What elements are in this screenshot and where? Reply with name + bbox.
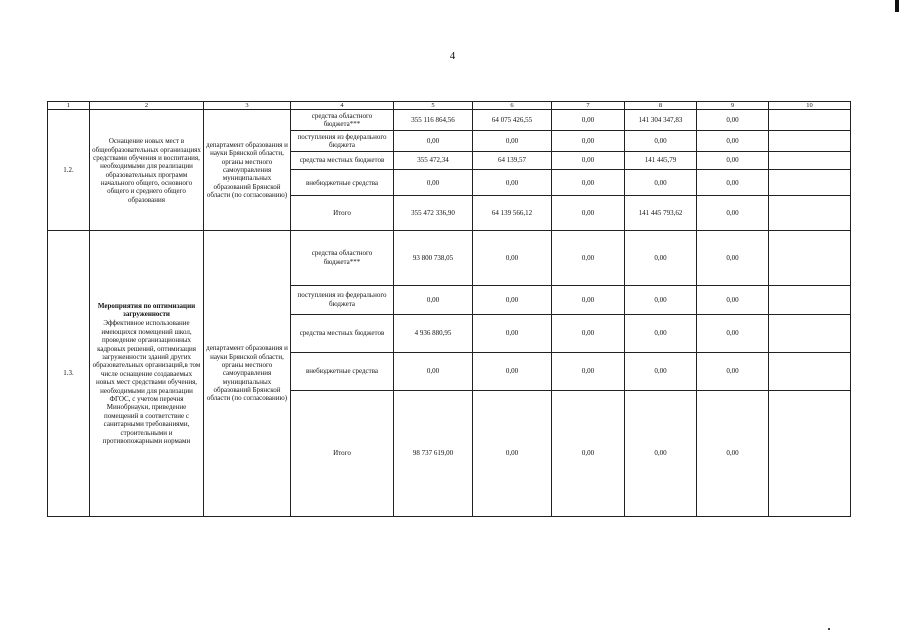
value-cell-col9: 0,00 [697,352,769,390]
table-row [48,231,851,286]
section-description: Оснащение новых мест в общеобразовательных организациях средствами обучения и воспитания, необходимыми для реализации образовательных программ начального общего, основного общего и среднего общего образования [92,137,201,204]
value-cell-col5: 0,00 [394,285,473,314]
value-cell-col6: 0,00 [473,131,552,152]
header-cell: 4 [291,102,394,110]
scan-edge-mark [895,0,899,12]
budget-table [47,101,851,517]
value-cell-col9: 0,00 [697,196,769,231]
scan-dust-mark [828,628,830,630]
value-cell-col8: 141 445 793,62 [625,196,697,231]
value-cell-col9: 0,00 [697,315,769,353]
value-cell-col6: 0,00 [473,390,552,516]
value-cell-col5: 355 472 336,90 [394,196,473,231]
header-cell: 6 [473,102,552,110]
funding-source-cell: внебюджетные средства [291,170,394,196]
value-cell-col6: 64 139,57 [473,152,552,170]
funding-source-cell: внебюджетные средства [291,352,394,390]
value-cell-col10 [769,152,851,170]
value-cell-col6: 0,00 [473,170,552,196]
value-cell-col5: 0,00 [394,352,473,390]
value-cell-col8: 0,00 [625,315,697,353]
value-cell-col8: 0,00 [625,231,697,286]
value-cell-col5: 355 472,34 [394,152,473,170]
value-cell-col7: 0,00 [552,390,625,516]
value-cell-col10 [769,170,851,196]
value-cell-col7: 0,00 [552,131,625,152]
value-cell-col8: 0,00 [625,285,697,314]
section-index: 1.3. [48,231,90,517]
value-cell-col6: 64 075 426,55 [473,110,552,131]
value-cell-col8: 0,00 [625,131,697,152]
value-cell-col10 [769,315,851,353]
section-executor: департамент образования и науки Брянской области, органы местного самоуправления муниципальных образований Брянской области (по согласованию) [204,110,291,231]
value-cell-col10 [769,110,851,131]
header-cell: 8 [625,102,697,110]
header-cell: 7 [552,102,625,110]
value-cell-col6: 64 139 566,12 [473,196,552,231]
value-cell-col10 [769,285,851,314]
funding-source-cell: поступления из федерального бюджета [291,285,394,314]
value-cell-col8: 141 445,79 [625,152,697,170]
funding-source-cell: средства областного бюджета*** [291,110,394,131]
funding-source-cell: средства областного бюджета*** [291,231,394,286]
value-cell-col10 [769,352,851,390]
value-cell-col5: 0,00 [394,170,473,196]
funding-source-cell: Итого [291,390,394,516]
value-cell-col10 [769,231,851,286]
value-cell-col6: 0,00 [473,352,552,390]
section-description-cell [90,110,204,231]
value-cell-col7: 0,00 [552,285,625,314]
funding-source-cell: поступления из федерального бюджета [291,131,394,152]
value-cell-col9: 0,00 [697,110,769,131]
value-cell-col7: 0,00 [552,352,625,390]
header-cell: 10 [769,102,851,110]
section-description-title: Мероприятия по оптимизации загруженности [97,301,196,319]
value-cell-col8: 0,00 [625,390,697,516]
value-cell-col8: 0,00 [625,170,697,196]
value-cell-col8: 141 304 347,83 [625,110,697,131]
section-index: 1.2. [48,110,90,231]
table-row [48,110,851,131]
value-cell-col8: 0,00 [625,352,697,390]
value-cell-col5: 98 737 619,00 [394,390,473,516]
value-cell-col7: 0,00 [552,196,625,231]
funding-source-cell: средства местных бюджетов [291,315,394,353]
header-cell: 1 [48,102,90,110]
value-cell-col7: 0,00 [552,152,625,170]
value-cell-col6: 0,00 [473,285,552,314]
value-cell-col7: 0,00 [552,170,625,196]
section-description-cell [90,231,204,517]
value-cell-col7: 0,00 [552,315,625,353]
page-number: 4 [449,50,456,62]
header-cell: 5 [394,102,473,110]
value-cell-col9: 0,00 [697,170,769,196]
funding-source-cell: средства местных бюджетов [291,152,394,170]
value-cell-col7: 0,00 [552,231,625,286]
funding-source-cell: Итого [291,196,394,231]
value-cell-col7: 0,00 [552,110,625,131]
value-cell-col5: 355 116 864,56 [394,110,473,131]
value-cell-col10 [769,131,851,152]
value-cell-col5: 0,00 [394,131,473,152]
header-cell: 3 [204,102,291,110]
value-cell-col9: 0,00 [697,285,769,314]
header-cell: 9 [697,102,769,110]
value-cell-col10 [769,390,851,516]
value-cell-col6: 0,00 [473,315,552,353]
section-description: Эффективное использование имеющихся помещений школ, проведение организационных кадровых решений, оптимизация загруженности зданий других образовательных организаций,в том числе оснащение создаваемых новых мест средствами обучения, необходимыми для реализации ФГОС, с учетом перечня Минобрнауки, приведение помещений в соответствие с санитарными требованиями, строительными и противопожарными нормами [92,319,201,445]
value-cell-col9: 0,00 [697,152,769,170]
section-executor: департамент образования и науки Брянской области, органы местного самоуправления муниципальных образований Брянской области (по согласованию) [204,231,291,517]
value-cell-col10 [769,196,851,231]
value-cell-col9: 0,00 [697,390,769,516]
header-row [48,102,851,110]
value-cell-col5: 4 936 880,95 [394,315,473,353]
value-cell-col6: 0,00 [473,231,552,286]
value-cell-col9: 0,00 [697,231,769,286]
header-cell: 2 [90,102,204,110]
value-cell-col5: 93 800 738,05 [394,231,473,286]
value-cell-col9: 0,00 [697,131,769,152]
